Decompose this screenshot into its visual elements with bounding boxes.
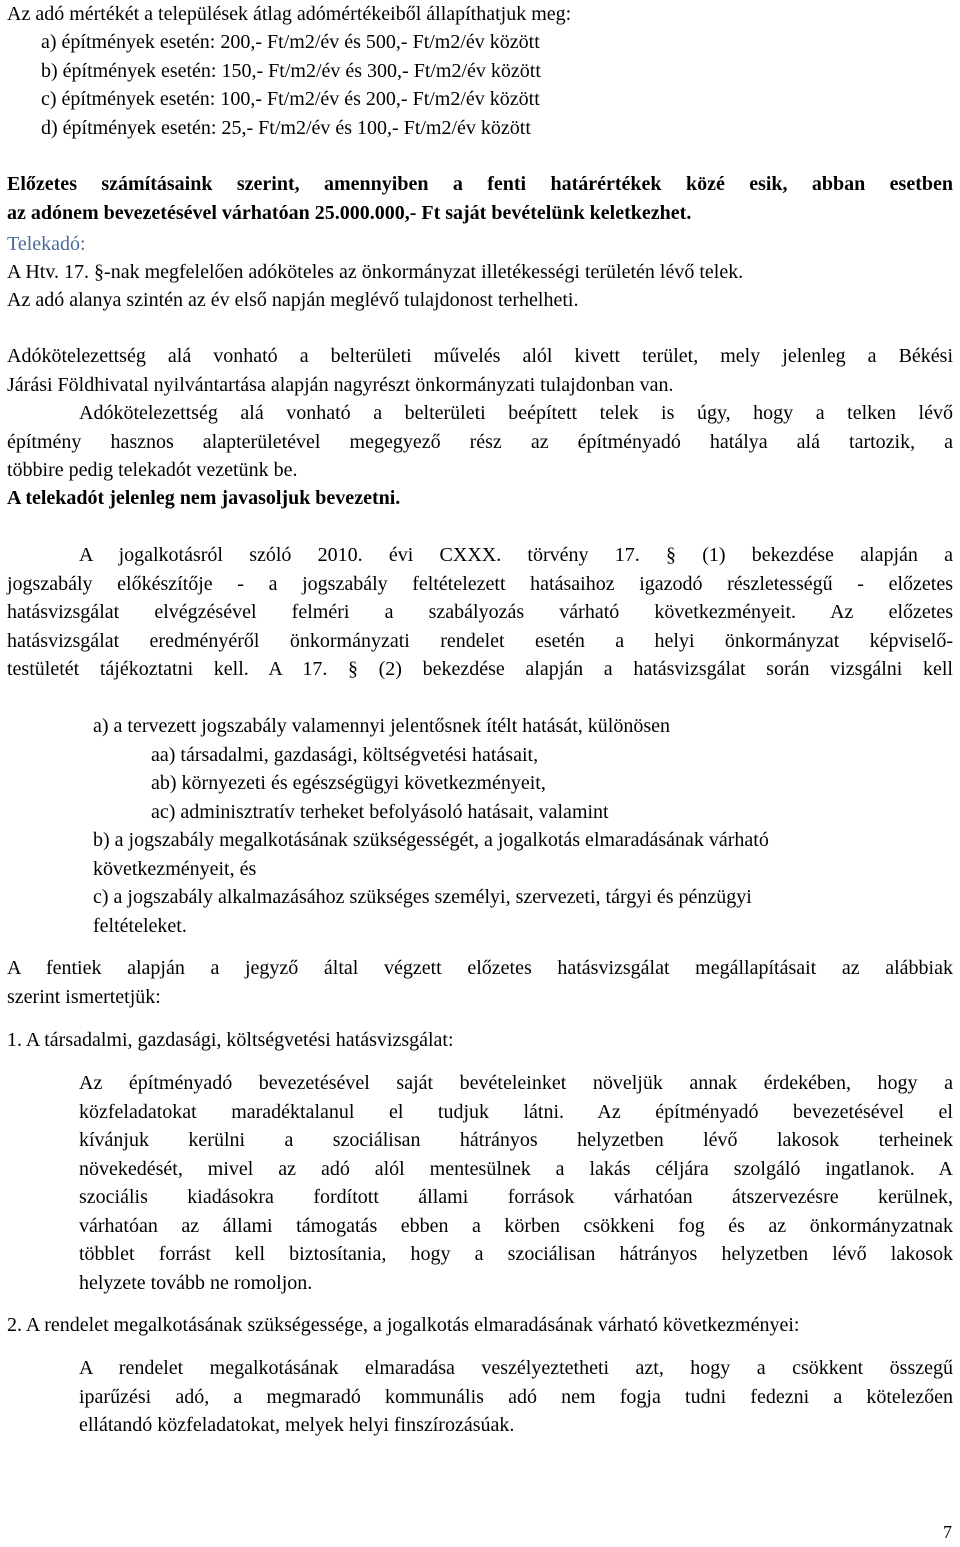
criteria-aa: aa) társadalmi, gazdasági, költségvetési hatásait, xyxy=(151,744,539,766)
proposal-text: A telekadót jelenleg nem javasoljuk bevezetni. xyxy=(7,487,401,509)
section1-line-4: növekedését, mivel az adó alól mentesülnek a lakás céljára szolgáló ingatlanok. A xyxy=(79,1158,953,1180)
rate-item-d: d) építmények esetén: 25,- Ft/m2/év és 100,- Ft/m2/év között xyxy=(41,117,531,139)
section1-line-6: várhatóan az állami támogatás ebben a körben csökkeni fog és az önkormányzatnak xyxy=(79,1215,953,1237)
rate-item-a: a) építmények esetén: 200,- Ft/m2/év és 500,- Ft/m2/év között xyxy=(41,31,540,53)
section1-line-7: többlet forrást kell biztosítania, hogy a szociálisan hátrányos helyzetben lévő lakosok xyxy=(79,1243,953,1265)
section1-line-1: Az építményadó bevezetésével saját bevételeinket növeljük annak érdekében, hogy a xyxy=(79,1072,953,1094)
section1-line-8: helyzete tovább ne romoljon. xyxy=(79,1272,313,1294)
telekado-line-1: A Htv. 17. §-nak megfelelően adóköteles az önkormányzat illetékességi területén lévő telek. xyxy=(7,261,744,283)
section2-line-2: iparűzési adó, a megmaradó kommunális adó nem fogja tudni fedezni a kötelezően xyxy=(79,1386,953,1408)
criteria-b-line-2: következményeit, és xyxy=(93,858,257,880)
section1-title: 1. A társadalmi, gazdasági, költségvetési hatásvizsgálat: xyxy=(7,1029,454,1051)
para1-line-2: Járási Földhivatal nyilvántartása alapján nagyrészt önkormányzati tulajdonban van. xyxy=(7,374,674,396)
telekado-line-2: Az adó alanya szintén az év első napján meglévő tulajdonost terhelheti. xyxy=(7,289,579,311)
summary-line-1: A fentiek alapján a jegyző által végzett előzetes hatásvizsgálat megállapításait az alábbiak xyxy=(7,957,953,979)
para1-line-1: Adókötelezettség alá vonható a belterületi művelés alól kivett terület, mely jelenleg a Békési xyxy=(7,345,953,367)
criteria-a: a) a tervezett jogszabály valamennyi jelentősnek ítélt hatását, különösen xyxy=(93,715,671,737)
criteria-c-line-2: feltételeket. xyxy=(93,915,187,937)
law-line-1: A jogalkotásról szóló 2010. évi CXXX. törvény 17. § (1) bekezdése alapján a xyxy=(79,544,953,566)
law-line-2: jogszabály előkészítője - a jogszabály feltételezett hatásaihoz igazodó részletességű - előzetes xyxy=(7,573,953,595)
summary-line-2: szerint ismertetjük: xyxy=(7,986,161,1008)
para2-line-3: többire pedig telekadót vezetünk be. xyxy=(7,459,298,481)
estimate-line-2: az adónem bevezetésével várhatóan 25.000.000,- Ft saját bevételünk keletkezhet. xyxy=(7,202,692,224)
section2-line-3: ellátandó közfeladatokat, melyek helyi finszírozásúak. xyxy=(79,1414,515,1436)
section2-title: 2. A rendelet megalkotásának szükségessége, a jogalkotás elmaradásának várható következményei: xyxy=(7,1314,800,1336)
law-line-4: hatásvizsgálat eredményéről önkormányzati rendelet esetén a helyi önkormányzat képviselő- xyxy=(7,630,953,652)
criteria-b-line-1: b) a jogszabály megalkotásának szükségességét, a jogalkotás elmaradásának várható xyxy=(93,829,769,851)
criteria-ac: ac) adminisztratív terheket befolyásoló hatásait, valamint xyxy=(151,801,609,823)
intro-text: Az adó mértékét a települések átlag adómértékeiből állapíthatjuk meg: xyxy=(7,3,572,25)
rate-item-b: b) építmények esetén: 150,- Ft/m2/év és 300,- Ft/m2/év között xyxy=(41,60,541,82)
section1-line-3: kívánjuk kerülni a szociálisan hátrányos helyzetben lévő lakosok terheinek xyxy=(79,1129,953,1151)
estimate-line-1: Előzetes számításaink szerint, amennyiben a fenti határértékek közé esik, abban esetben xyxy=(7,173,953,195)
law-line-3: hatásvizsgálat elvégzésével felméri a szabályozás várható következményeit. Az előzetes xyxy=(7,601,953,623)
page-number: 7 xyxy=(943,1522,952,1542)
telekado-heading: Telekadó: xyxy=(7,233,86,255)
law-line-5: testületét tájékoztatni kell. A 17. § (2) bekezdése alapján a hatásvizsgálat során vizsgálni kell xyxy=(7,658,953,680)
section1-line-2: közfeladatokat maradéktalanul el tudjuk látni. Az építményadó bevezetésével el xyxy=(79,1101,953,1123)
para2-line-2: építmény hasznos alapterületével megegyező rész az építményadó hatálya alá tartozik, a xyxy=(7,431,953,453)
rate-item-c: c) építmények esetén: 100,- Ft/m2/év és 200,- Ft/m2/év között xyxy=(41,88,540,110)
criteria-c-line-1: c) a jogszabály alkalmazásához szükséges személyi, szervezeti, tárgyi és pénzügyi xyxy=(93,886,752,908)
criteria-ab: ab) környezeti és egészségügyi következményeit, xyxy=(151,772,546,794)
section1-line-5: szociális kiadásokra fordított állami források várhatóan átszervezésre kerülnek, xyxy=(79,1186,953,1208)
para2-line-1: Adókötelezettség alá vonható a belterületi beépített telek is úgy, hogy a telken lévő xyxy=(79,402,953,424)
section2-line-1: A rendelet megalkotásának elmaradása veszélyeztetheti azt, hogy a csökkent összegű xyxy=(79,1357,953,1379)
